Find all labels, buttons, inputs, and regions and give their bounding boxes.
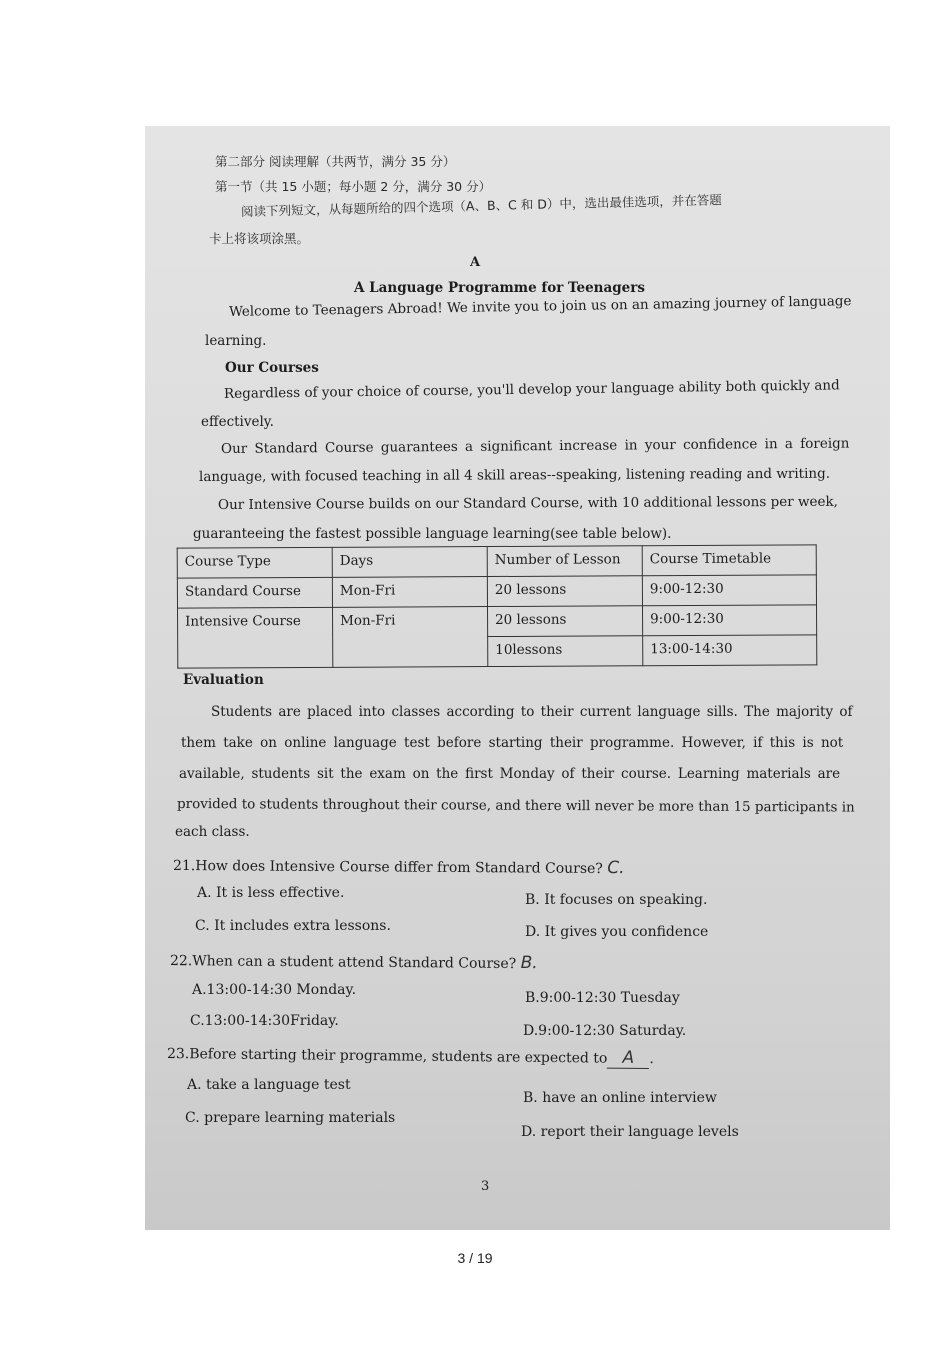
option-d: D. It gives you confidence — [525, 924, 709, 940]
course-table — [177, 544, 818, 668]
handwritten-answer: A — [622, 1047, 635, 1068]
question-stem: 23.Before starting their programme, students are expected to A . — [166, 1046, 654, 1068]
table-cell: 9:00-12:30 — [642, 605, 816, 636]
paragraph-line: provided to students throughout their course, and there will never be more than 15 participants in — [176, 796, 855, 816]
option-c: C.13:00-14:30Friday. — [190, 1013, 339, 1029]
paragraph-line: each class. — [175, 824, 250, 840]
handwritten-answer: B. — [520, 953, 538, 974]
paragraph-line: them take on online language test before starting their programme. However, if this is not — [181, 735, 844, 751]
option-a: A. take a language test — [187, 1077, 351, 1093]
paragraph-line: Regardless of your choice of course, you'll develop your language ability both quickly and — [223, 377, 840, 402]
instruction-line: 阅读下列短文，从每题所给的四个选项（A、B、C 和 D）中，选出最佳选项，并在答题 — [240, 192, 722, 219]
option-b: B. have an online interview — [523, 1090, 717, 1106]
question-text: 22.When can a student attend Standard Course? — [169, 953, 517, 973]
table-cell: Mon-Fri — [332, 577, 487, 608]
option-c: C. prepare learning materials — [185, 1110, 396, 1126]
question-text: 21.How does Intensive Course differ from Standard Course? — [172, 858, 603, 878]
instruction-line: 卡上将该项涂黑。 — [209, 231, 310, 246]
section-heading: 第一节（共 15 小题；每小题 2 分，满分 30 分） — [215, 179, 492, 194]
page-counter: 3 / 19 — [457, 1250, 493, 1266]
paragraph-line: Our Intensive Course builds on our Standard Course, with 10 additional lessons per week, — [217, 493, 838, 513]
answer-blank — [607, 1048, 649, 1069]
paragraph-line: Welcome to Teenagers Abroad! We invite you to join us on an amazing journey of language — [228, 293, 852, 320]
question-text: 23.Before starting their programme, students are expected to — [166, 1046, 608, 1067]
passage-title: A Language Programme for Teenagers — [354, 280, 645, 296]
paragraph-line: guaranteeing the fastest possible language learning(see table below). — [193, 526, 672, 542]
paragraph-line: Our Standard Course guarantees a significant increase in your confidence in a foreign — [220, 435, 850, 457]
option-a: A. It is less effective. — [197, 885, 345, 901]
question-stem — [170, 950, 538, 973]
table-cell: Intensive Course — [178, 607, 333, 668]
option-d: D. report their language levels — [521, 1124, 739, 1140]
document-photo — [145, 126, 890, 1230]
option-c: C. It includes extra lessons. — [195, 918, 391, 934]
table-cell: Standard Course — [177, 577, 332, 608]
section-heading-evaluation: Evaluation — [183, 672, 264, 688]
table-header-cell: Course Timetable — [642, 545, 816, 576]
handwritten-answer: C. — [607, 858, 625, 879]
table-cell: 9:00-12:30 — [642, 575, 816, 606]
table-cell: Mon-Fri — [333, 607, 488, 668]
table-cell: 10lessons — [488, 636, 643, 667]
paragraph-line: available, students sit the exam on the first Monday of their course. Learning materials are — [179, 766, 841, 782]
table-cell: 13:00-14:30 — [643, 635, 817, 666]
question-stem — [173, 855, 625, 878]
table-header-row — [177, 545, 816, 578]
table-row — [177, 575, 816, 608]
page-number-printed: 3 — [481, 1179, 490, 1194]
option-a: A.13:00-14:30 Monday. — [192, 982, 357, 998]
paragraph-line: learning. — [205, 333, 267, 349]
part-heading: 第二部分 阅读理解（共两节，满分 35 分） — [215, 154, 456, 169]
passage-letter: A — [470, 255, 481, 270]
paragraph-line: effectively. — [201, 414, 274, 430]
table-cell: 20 lessons — [488, 606, 643, 637]
table-header-cell: Number of Lesson — [487, 546, 642, 577]
option-b: B. It focuses on speaking. — [525, 892, 708, 908]
table-row — [178, 605, 817, 638]
paragraph-line: language, with focused teaching in all 4 skill areas--speaking, listening reading and writing. — [198, 465, 831, 485]
table-header-cell: Course Type — [177, 547, 332, 578]
option-d: D.9:00-12:30 Saturday. — [523, 1023, 687, 1039]
table-header-cell: Days — [332, 547, 487, 578]
option-b: B.9:00-12:30 Tuesday — [525, 990, 680, 1006]
section-heading-courses: Our Courses — [225, 360, 319, 376]
paragraph-line: Students are placed into classes according to their current language sills. The majority of — [211, 704, 853, 720]
table-cell: 20 lessons — [487, 576, 642, 607]
